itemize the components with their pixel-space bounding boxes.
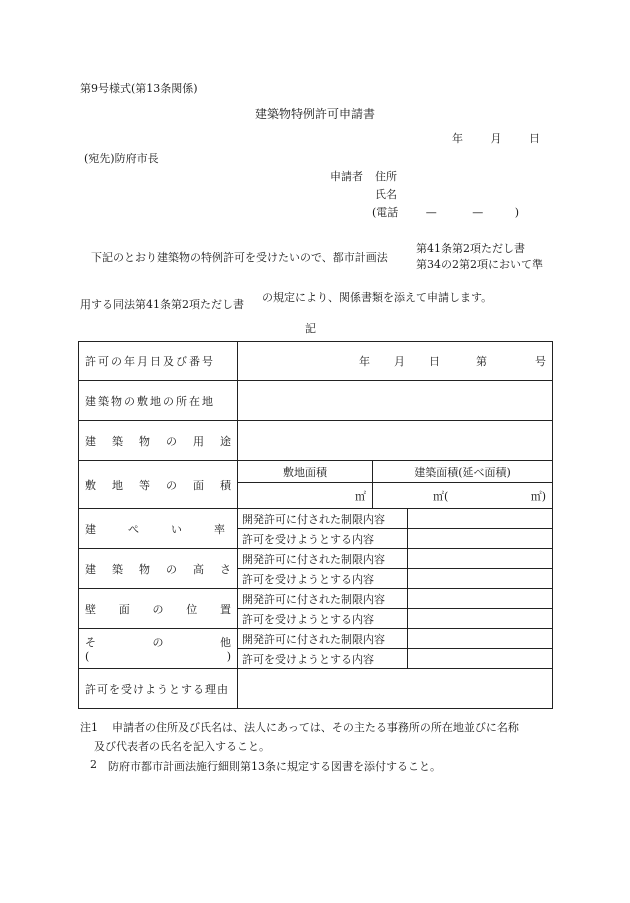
height-restricted-value[interactable] xyxy=(408,549,553,569)
phone-open: (電話 xyxy=(372,206,399,219)
reason-value-cell[interactable] xyxy=(238,669,553,709)
body-line1: 下記のとおり建築物の特例許可を受けたいので、都市計画法 xyxy=(91,251,388,264)
height-requested-value[interactable] xyxy=(408,569,553,589)
building-area-unit: ㎡( xyxy=(433,489,449,503)
body-line2-left: 用する同法第41条第2項ただし書 xyxy=(80,298,244,311)
phone-close: ) xyxy=(514,206,520,219)
note-1-line-1: 申請者の住所及び氏名は、法人にあっては、その主たる事務所の所在地並びに名称 xyxy=(112,721,519,734)
application-table xyxy=(78,341,553,709)
note-2-text: 防府市都市計画法施行細則第13条に規定する図書を添付すること。 xyxy=(108,760,441,773)
wall-requested-label: 許可を受けようとする内容 xyxy=(238,609,408,629)
note-2-number: 2 xyxy=(90,758,97,771)
body-line2-right: の規定により、関係書類を添えて申請します。 xyxy=(262,291,493,304)
permit-label: 許可の年月日及び番号 xyxy=(79,342,238,381)
row-coverage-restricted xyxy=(79,509,553,529)
permit-value-cell[interactable] xyxy=(238,342,553,381)
row-site xyxy=(79,381,553,421)
permit-day: 日 xyxy=(429,355,441,368)
site-area-value[interactable]: ㎡ xyxy=(238,483,373,509)
other-restricted-value[interactable] xyxy=(408,629,553,649)
addressee: (宛先)防府市長 xyxy=(84,152,159,165)
form-title: 建築物特例許可申請書 xyxy=(255,107,376,121)
row-other-restricted xyxy=(79,629,553,649)
row-permit xyxy=(79,342,553,381)
use-label: 建 築 物 の 用 途 xyxy=(79,421,238,461)
body-option-1: 第41条第2項ただし書 xyxy=(416,242,525,255)
site-label: 建築物の敷地の所在地 xyxy=(79,381,238,421)
coverage-requested-label: 許可を受けようとする内容 xyxy=(238,529,408,549)
other-requested-value[interactable] xyxy=(408,649,553,669)
ki-heading: 記 xyxy=(305,322,316,335)
form-number: 第9号様式(第13条関係) xyxy=(80,82,198,95)
date-month: 月 xyxy=(490,132,502,145)
permit-month: 月 xyxy=(394,355,406,368)
phone-dash-1: — xyxy=(425,206,437,219)
applicant-label: 申請者 xyxy=(330,170,363,183)
other-label: そ の 他 ( ) xyxy=(79,629,238,669)
area-label: 敷 地 等 の 面 積 xyxy=(79,461,238,509)
body-option-2: 第34の2第2項において準 xyxy=(416,258,543,271)
other-restricted-label: 開発許可に付された制限内容 xyxy=(238,629,408,649)
height-requested-label: 許可を受けようとする内容 xyxy=(238,569,408,589)
building-area-header: 建築面積(延べ面積) xyxy=(373,461,553,483)
building-area-value[interactable] xyxy=(373,483,553,509)
wall-restricted-label: 開発許可に付された制限内容 xyxy=(238,589,408,609)
site-value-cell[interactable] xyxy=(238,381,553,421)
permit-go: 号 xyxy=(535,355,547,368)
row-height-restricted xyxy=(79,549,553,569)
wall-restricted-value[interactable] xyxy=(408,589,553,609)
use-value-cell[interactable] xyxy=(238,421,553,461)
coverage-restricted-label: 開発許可に付された制限内容 xyxy=(238,509,408,529)
coverage-requested-value[interactable] xyxy=(408,529,553,549)
floor-area-unit: ㎡) xyxy=(530,489,547,503)
note-1-number: 注1 xyxy=(80,721,98,734)
permit-dai: 第 xyxy=(476,355,488,368)
note-1-line-2: 及び代表者の氏名を記入すること。 xyxy=(94,740,270,753)
permit-year: 年 xyxy=(359,355,371,368)
date-day: 日 xyxy=(529,132,540,145)
height-restricted-label: 開発許可に付された制限内容 xyxy=(238,549,408,569)
wall-requested-value[interactable] xyxy=(408,609,553,629)
applicant-address-label: 住所 xyxy=(375,170,397,183)
date-year: 年 xyxy=(452,132,463,145)
wall-label: 壁 面 の 位 置 xyxy=(79,589,238,629)
site-area-header: 敷地面積 xyxy=(238,461,373,483)
row-wall-restricted xyxy=(79,589,553,609)
applicant-phone xyxy=(372,204,519,220)
row-reason xyxy=(79,669,553,709)
coverage-restricted-value[interactable] xyxy=(408,509,553,529)
height-label: 建 築 物 の 高 さ xyxy=(79,549,238,589)
row-use xyxy=(79,421,553,461)
row-area-header xyxy=(79,461,553,483)
phone-dash-2: — xyxy=(472,206,484,219)
coverage-label: 建 ぺ い 率 xyxy=(79,509,238,549)
date-line xyxy=(452,130,540,146)
applicant-name-label: 氏名 xyxy=(375,188,397,201)
other-requested-label: 許可を受けようとする内容 xyxy=(238,649,408,669)
reason-label: 許可を受けようとする理由 xyxy=(79,669,238,709)
